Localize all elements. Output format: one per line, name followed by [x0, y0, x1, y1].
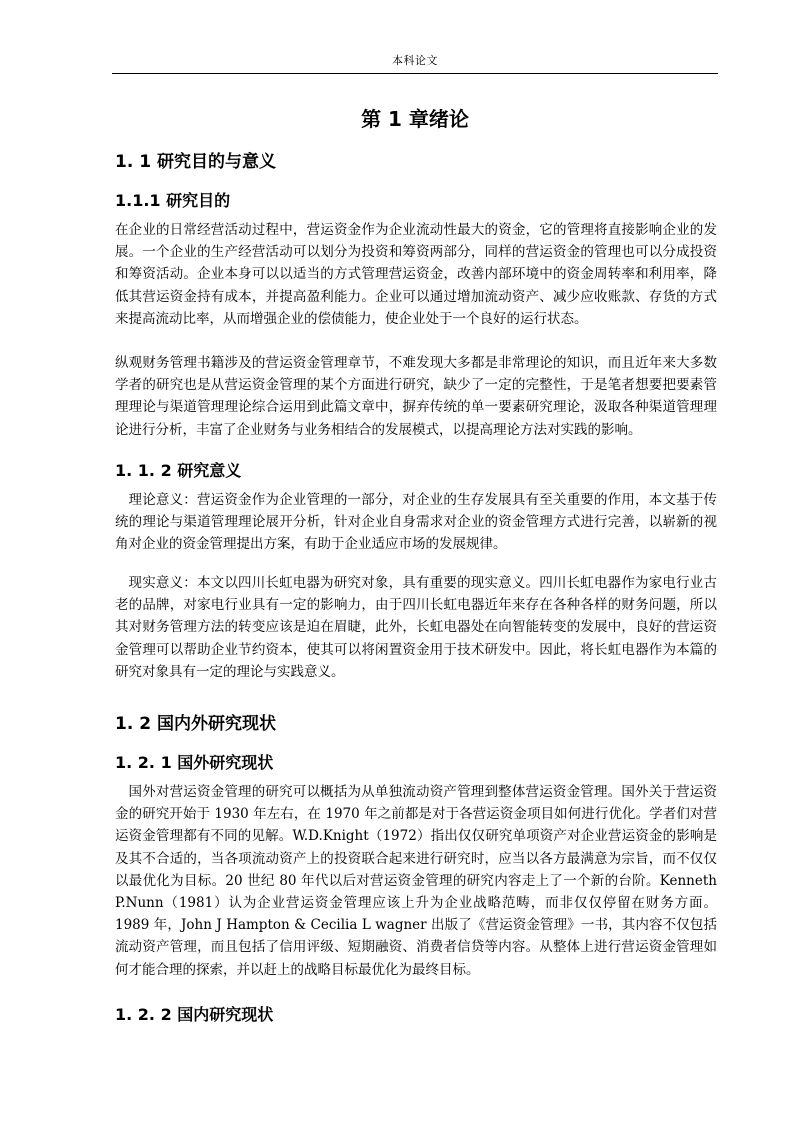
chapter-title: 第 1 章绪论: [361, 107, 469, 131]
running-header: 本科论文: [392, 54, 438, 67]
section-heading-1-2: 1. 2 国内外研究现状: [115, 714, 276, 734]
paragraph-purpose-1: 在企业的日常经营活动过程中，营运资金作为企业流动性最大的资金，它的管理将直接影响企业的发展。一个企业的生产经营活动可以划分为投资和筹资两部分，同样的营运资金的管理也可以分成投资和筹资活动。企业本身可以以适当的方式管理营运资金，改善内部环境中的资金周转率和利用率，降低其营运资金持有成本，并提高盈利能力。企业可以通过增加流动资产、减少应收账款、存货的方式来提高流动比率，从而增强企业的偿债能力，使企业处于一个良好的运行状态。: [115, 222, 717, 327]
paragraph-purpose-2: 纵观财务管理书籍涉及的营运资金管理章节，不难发现大多都是非常理论的知识，而且近年来大多数学者的研究也是从营运资金管理的某个方面进行研究，缺少了一定的完整性，于是笔者想要把要素管理理论与渠道管理理论综合运用到此篇文章中，摒弃传统的单一要素研究理论，汲取各种渠道管理理论进行分析，丰富了企业财务与业务相结合的发展模式，以提高理论方法对实践的影响。: [115, 355, 717, 438]
subsection-heading-1-2-2: 1. 2. 2 国内研究现状: [115, 1005, 274, 1024]
subsection-heading-1-1-1: 1.1.1 研究目的: [115, 191, 231, 210]
header-divider: [112, 73, 718, 74]
paragraph-theoretical-significance: 理论意义：营运资金作为企业管理的一部分，对企业的生存发展具有至关重要的作用，本文基于传统的理论与渠道管理理论展开分析，针对企业自身需求对企业的资金管理方式进行完善，以崭新的视角对企业的资金管理提出方案，有助于企业适应市场的发展规律。: [115, 492, 717, 553]
subsection-heading-1-2-1: 1. 2. 1 国外研究现状: [115, 753, 274, 772]
paragraph-foreign-research: 国外对营运资金管理的研究可以概括为从单独流动资产管理到整体营运资金管理。国外关于营运资金的研究开始于 1930 年左右，在 1970 年之前都是对于各营运资金项目如何进行优化。学者们对营运资金管理都有不同的见解。W.D.Knight（1972）指出仅仅研究单项资产对企业营运资金的影响是及其不合适的，当各项流动资产上的投资联合起来进行研究时，应当以各方最满意为宗旨，而不仅仅以最优化为目标。20 世纪 80 年代以后对营运资金管理的研究内容走上了一个新的台阶。Kenneth P.Nunn（1981）认为企业营运资金管理应该上升为企业战略范畴，而非仅仅停留在财务方面。1989 年，John J Hampton & Cecilia L wagner 出版了《营运资金管理》一书，其内容不仅包括流动资产管理，而且包括了信用评级、短期融资、消费者信贷等内容。从整体上进行营运资金管理如何才能合理的探索，并以赶上的战略目标最优化为最终目标。: [115, 784, 717, 978]
subsection-heading-1-1-2: 1. 1. 2 研究意义: [115, 461, 242, 480]
paragraph-practical-significance: 现实意义：本文以四川长虹电器为研究对象，具有重要的现实意义。四川长虹电器作为家电行业古老的品牌，对家电行业具有一定的影响力，由于四川长虹电器近年来存在各种各样的财务问题，所以其对财务管理方法的转变应该是迫在眉睫，此外，长虹电器处在向智能转变的发展中，良好的营运资金管理可以帮助企业节约资本，使其可以将闲置资金用于技术研发中。因此，将长虹电器作为本篇的研究对象具有一定的理论与实践意义。: [115, 575, 717, 680]
section-heading-1-1: 1. 1 研究目的与意义: [115, 152, 276, 172]
